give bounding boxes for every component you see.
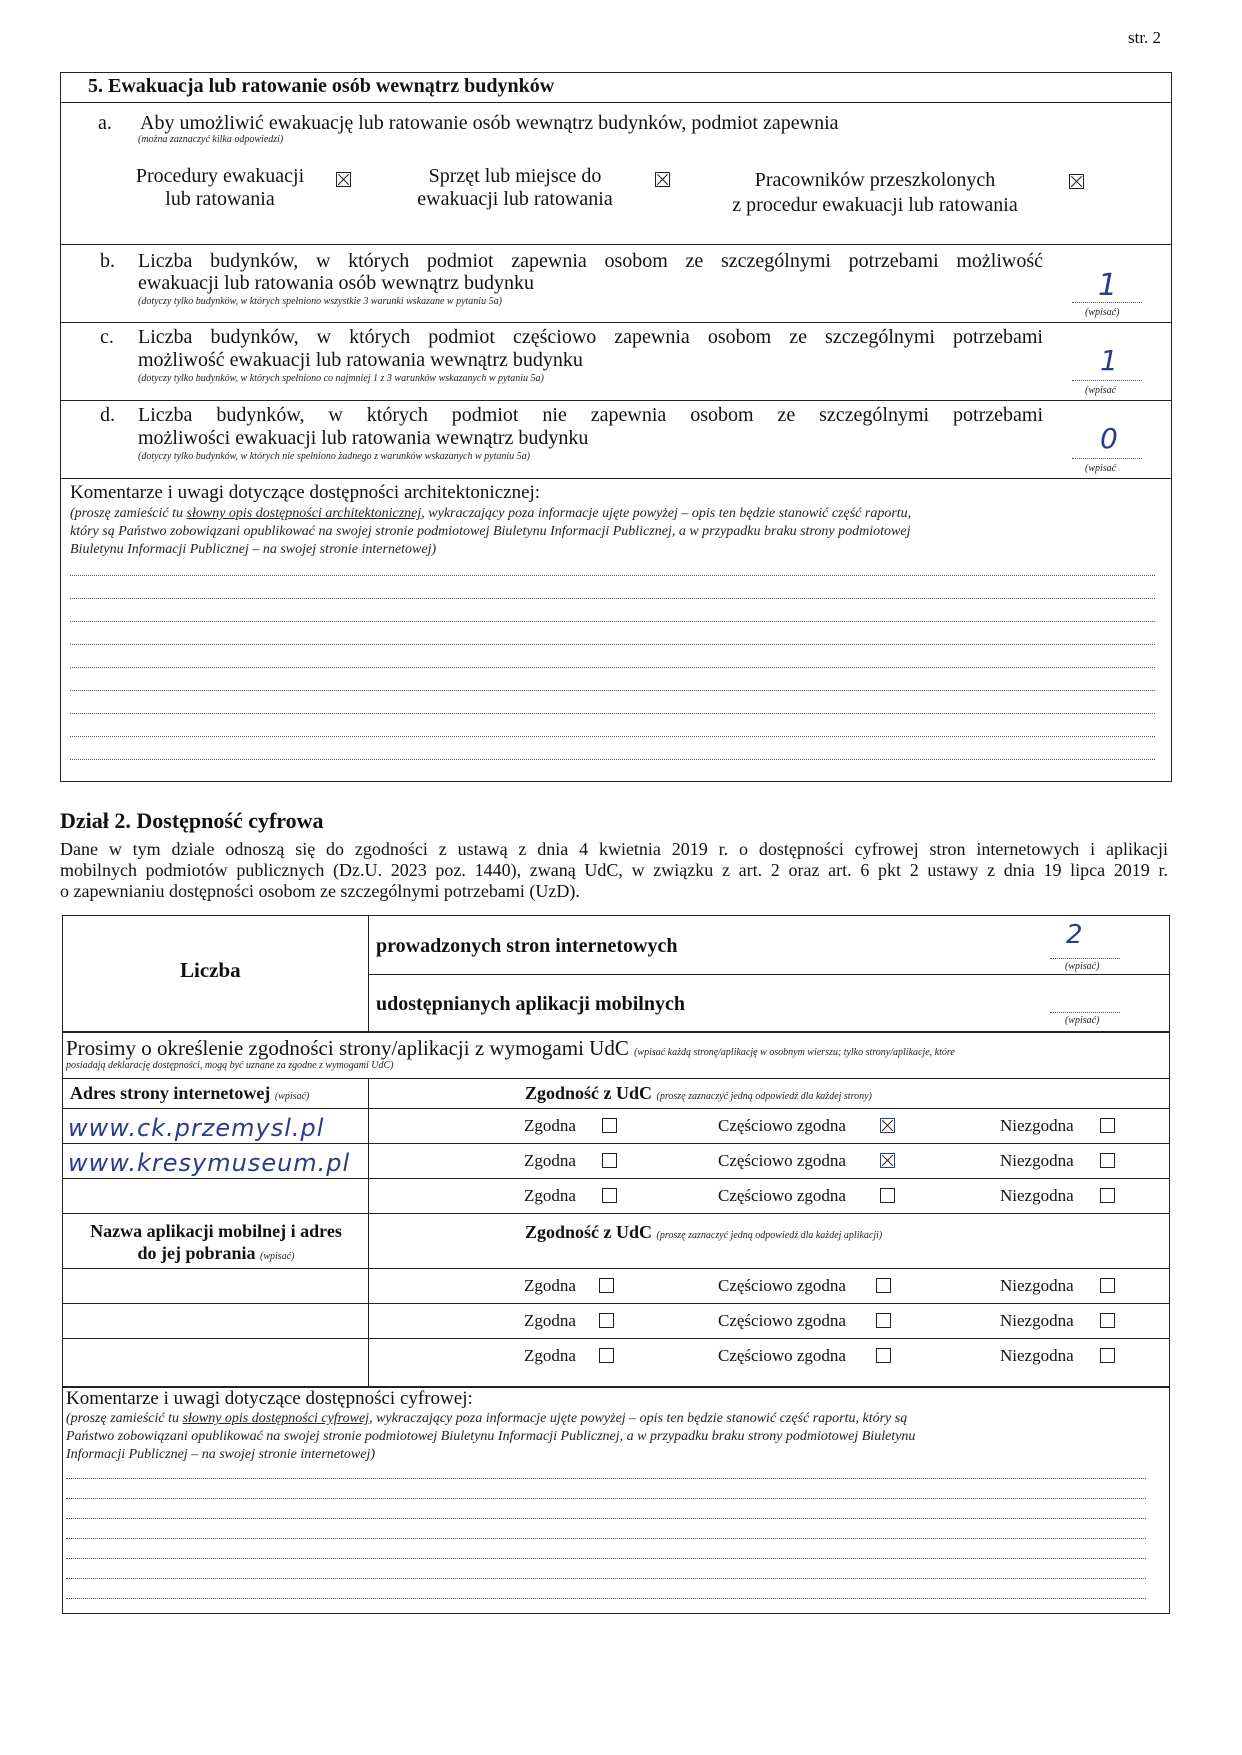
q5c-wpisac: (wpisać [1085,385,1117,396]
q5c-line2: możliwość ewakuacji lub ratowania wewnątrz budynku [138,349,583,371]
q5d-letter: d. [100,404,115,426]
app-1-opt-none-label: Niezgodna [1000,1276,1074,1295]
q5b-value[interactable]: 1 [1098,268,1118,303]
dzial2-heading: Dział 2. Dostępność cyfrowa [60,808,324,833]
app-3-none-checkbox[interactable] [1100,1348,1115,1363]
app-3-partial-checkbox[interactable] [876,1348,891,1363]
website-2-partial-checkbox[interactable] [880,1153,895,1168]
q5a-option-procedures: Procedury ewakuacji lub ratowania [135,165,305,210]
web-compliance-header: Zgodność z UdC (proszę zaznaczyć jedną odpowiedź dla każdej strony) [525,1083,872,1103]
app-1-opt-full-label: Zgodna [524,1276,576,1295]
q5a-letter: a. [98,112,112,134]
compliance-request-title: Prosimy o określenie zgodności strony/aplikacji z wymogami UdC (wpisać każdą stronę/aplikację w osobnym wierszu; tylko strony/aplikacje, które [66,1036,955,1060]
q5a-question: Aby umożliwić ewakuację lub ratowanie osób wewnątrz budynków, podmiot zapewnia [140,112,839,134]
website-3-opt-partial-label: Częściowo zgodna [718,1186,846,1205]
website-2-none-checkbox[interactable] [1100,1153,1115,1168]
app-1-full-checkbox[interactable] [599,1278,614,1293]
website-1-opt-full-label: Zgodna [524,1116,576,1135]
app-2-opt-none-label: Niezgodna [1000,1311,1074,1330]
website-2-opt-none-label: Niezgodna [1000,1151,1074,1170]
website-1-address[interactable]: www.ck.przemysl.pl [68,1114,325,1142]
website-2-opt-full-label: Zgodna [524,1151,576,1170]
website-2-opt-partial-label: Częściowo zgodna [718,1151,846,1170]
website-3-none-checkbox[interactable] [1100,1188,1115,1203]
q5a-option-staff: Pracowników przeszkolonych z procedur ewakuacji lub ratowania [732,169,1018,216]
website-3-opt-none-label: Niezgodna [1000,1186,1074,1205]
liczba-label: Liczba [180,958,241,982]
q5d-line2: możliwości ewakuacji lub ratowania wewnątrz budynku [138,427,589,449]
website-1-partial-checkbox[interactable] [880,1118,895,1133]
website-2-full-checkbox[interactable] [602,1153,617,1168]
website-2-address[interactable]: www.kresymuseum.pl [68,1149,351,1177]
app-compliance-header: Zgodność z UdC (proszę zaznaczyć jedną odpowiedź dla każdej aplikacji) [525,1222,883,1242]
app-2-opt-full-label: Zgodna [524,1311,576,1330]
compliance-request-hint: posiadają deklarację dostępności, mogą być uznane za zgodne z wymogami UdC) [66,1060,394,1071]
app-2-opt-partial-label: Częściowo zgodna [718,1311,846,1330]
q5b-line1: Liczba budynków, w których podmiot zapewnia osobom ze szczególnymi potrzebami możliwość [138,250,1043,272]
app-1-none-checkbox[interactable] [1100,1278,1115,1293]
app-3-opt-none-label: Niezgodna [1000,1346,1074,1365]
website-1-full-checkbox[interactable] [602,1118,617,1133]
q5b-hint: (dotyczy tylko budynków, w których spełniono wszystkie 3 warunki wskazane w pytaniu 5a) [138,296,502,307]
app-1-partial-checkbox[interactable] [876,1278,891,1293]
app-3-opt-partial-label: Częściowo zgodna [718,1346,846,1365]
q5c-hint: (dotyczy tylko budynków, w których spełniono co najmniej 1 z 3 warunków wskazanych w pytaniu 5a) [138,373,544,384]
q5b-wpisac: (wpisać) [1085,307,1120,318]
q5b-letter: b. [100,250,115,272]
digital-comments-title: Komentarze i uwagi dotyczące dostępności cyfrowej: [66,1388,473,1409]
q5d-value[interactable]: 0 [1100,422,1118,455]
websites-count-value[interactable]: 2 [1066,920,1083,950]
q5d-line1: Liczba budynków, w których podmiot nie zapewnia osobom ze szczególnymi potrzebami [138,404,1043,426]
website-1-none-checkbox[interactable] [1100,1118,1115,1133]
app-header: Nazwa aplikacji mobilnej i adres do jej pobrania (wpisać) [90,1221,342,1263]
website-3-partial-checkbox[interactable] [880,1188,895,1203]
app-2-none-checkbox[interactable] [1100,1313,1115,1328]
dzial2-intro: Dane w tym dziale odnoszą się do zgodności z ustawą z dnia 4 kwietnia 2019 r. o dostępności cyfrowej stron internetowych i aplikacji mobilnych podmiotów publicznych (Dz.U. 2023 poz. 1440), zwaną UdC, w związku z art. 2 oraz art. 6 pkt 2 ustawy z dnia 19 lipca 2019 r. o zapewnianiu dostępności osobom ze szczególnymi potrzebami (UzD). [60,839,1168,901]
arch-comments-hint: (proszę zamieścić tu słowny opis dostępności architektonicznej, wykraczający poza informacje ujęte powyżej – opis ten będzie stanowić część raportu, który są Państwo zobowiązani opublikować na swojej stronie podmiotowej Biuletynu Informacji Publicznej, a w przypadku braku strony podmiotowej Biuletynu Informacji Publicznej – na swojej stronie internetowej) [70,506,912,557]
q5a-staff-checkbox[interactable] [1069,174,1084,189]
app-2-full-checkbox[interactable] [599,1313,614,1328]
digital-comments-hint: (proszę zamieścić tu słowny opis dostępności cyfrowej, wykraczający poza informacje ujęte powyżej – opis ten będzie stanowić część raportu, który są Państwo zobowiązani opublikować na swojej stronie podmiotowej Biuletynu Informacji Publicznej, a w przypadku braku strony podmiotowej Biuletynu Informacji Publicznej – na swojej stronie internetowej) [66,1411,916,1462]
app-3-opt-full-label: Zgodna [524,1346,576,1365]
app-2-partial-checkbox[interactable] [876,1313,891,1328]
q5d-hint: (dotyczy tylko budynków, w których nie spełniono żadnego z warunków wskazanych w pytaniu 5a) [138,451,530,462]
arch-comments-title: Komentarze i uwagi dotyczące dostępności architektonicznej: [70,482,541,503]
page-number: str. 2 [1128,28,1162,47]
q5c-letter: c. [100,326,114,348]
q5c-line1: Liczba budynków, w których podmiot częściowo zapewnia osobom ze szczególnymi potrzebami [138,326,1043,348]
apps-count-label: udostępnianych aplikacji mobilnych [376,993,685,1015]
website-1-opt-none-label: Niezgodna [1000,1116,1074,1135]
q5a-equipment-checkbox[interactable] [655,172,670,187]
q5a-procedures-checkbox[interactable] [336,172,351,187]
q5a-hint: (można zaznaczyć kilka odpowiedzi) [138,134,284,145]
q5b-line2: ewakuacji lub ratowania osób wewnątrz budynku [138,272,534,294]
q5d-wpisac: (wpisać [1085,463,1117,474]
app-3-full-checkbox[interactable] [599,1348,614,1363]
website-3-opt-full-label: Zgodna [524,1186,576,1205]
websites-wpisac: (wpisać) [1065,961,1100,972]
q5a-option-equipment: Sprzęt lub miejsce do ewakuacji lub ratowania [417,165,613,210]
website-1-opt-partial-label: Częściowo zgodna [718,1116,846,1135]
apps-wpisac: (wpisać) [1065,1015,1100,1026]
websites-count-label: prowadzonych stron internetowych [376,935,678,957]
q5c-value[interactable]: 1 [1100,344,1118,377]
web-address-header: Adres strony internetowej (wpisać) [70,1083,310,1103]
section5-heading: 5. Ewakuacja lub ratowanie osób wewnątrz budynków [88,75,555,97]
website-3-full-checkbox[interactable] [602,1188,617,1203]
app-1-opt-partial-label: Częściowo zgodna [718,1276,846,1295]
